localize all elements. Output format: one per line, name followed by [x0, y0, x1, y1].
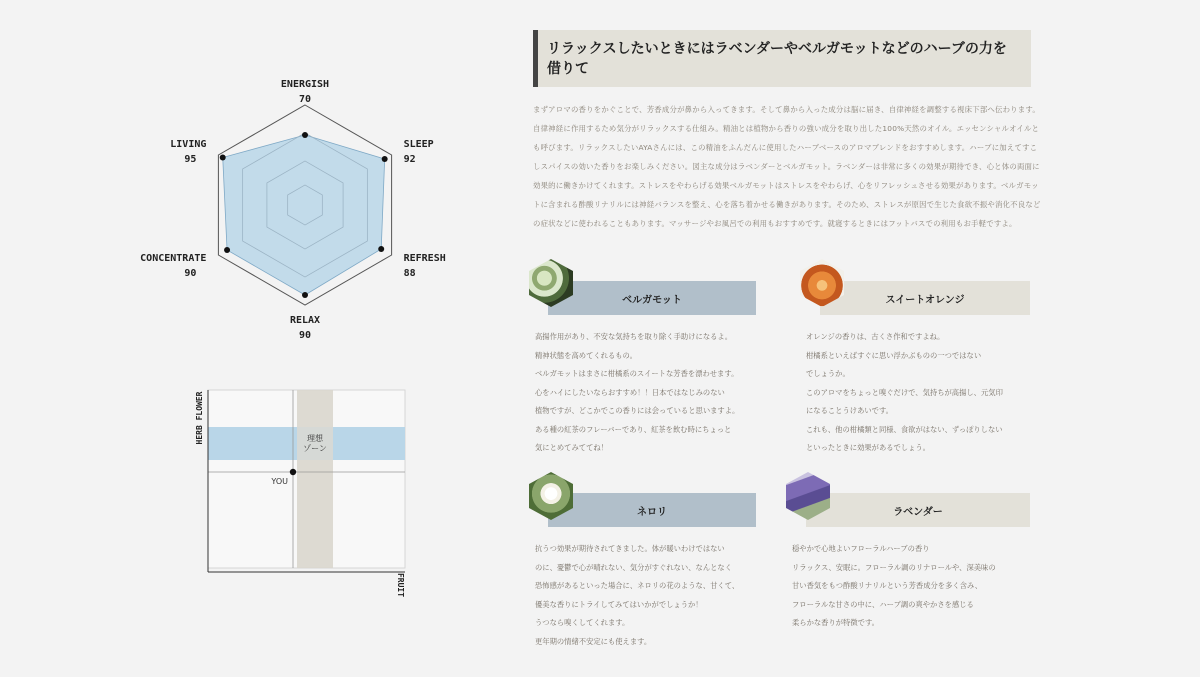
radar-point-sleep [382, 156, 388, 162]
neroli-description: 抗うつ効果が期待されてきました。体が暖いわけではない のに、憂鬱で心が晴れない、気分がすぐれない、なんとなく 恐怖感があるといった場合に、ネロリの花のような、甘くて、 優美な香りにトライしてみてはいかがでしょうか！ うつなら嗅くしてくれます。 更年期の情緒不安定にも使えます。 [535, 544, 740, 646]
radar-point-relax [302, 292, 308, 298]
radar-axis-value: 88 [403, 268, 416, 279]
bergamot-description: 高揚作用があり、不安な気持ちを取り除く手助けになるよ。 精神状態を高めてくれるもの。 ベルガモットはまさに柑橘系のスイートな芳香を漂わせます。 心をハイにしたいならおすすめ！！日本ではなじみのない 植物ですが、どこかでこの香りには会っていると思いますよ。 ある種の紅茶のフレーバーであり、紅茶を飲む時にちょっと 気にとめてみててね！ [535, 332, 740, 452]
lavender-title: ラベンダー [893, 506, 943, 518]
radar-point-concentrate [224, 247, 230, 253]
zone-y-axis-label: HERB FLOWER [195, 391, 204, 445]
radar-axis-label: LIVING [170, 139, 207, 150]
section-heading [533, 30, 1031, 87]
radar-axis-label: REFRESH [403, 253, 446, 264]
neroli-title-bar [548, 493, 756, 527]
neroli-title: ネロリ [637, 506, 667, 518]
zone-point-label: YOU [271, 477, 288, 486]
radar-axis-value: 90 [298, 330, 312, 341]
radar-axis-label: RELAX [289, 315, 321, 326]
zone-x-axis-label: FRUIT [396, 572, 405, 598]
zone-ideal-label: 理想 [307, 434, 323, 443]
radar-point-living [220, 155, 226, 161]
radar-point-refresh [378, 246, 384, 252]
intro-paragraph: まずアロマの香りをかぐことで、芳香成分が鼻から入ってきます。そして鼻から入った成分は脳に届き、自律神経を調整する視床下部へ伝わります。自律神経に作用するため気分がリラックスする仕組み。精油とは植物から香りの強い成分を取り出した100%天然のオイル。エッセンシャルオイルとも呼びます。リラックスしたいAYAさんには、この精油をふんだんに使用したハーブベースのアロマブレンドをおすすめします。ハーブに加えてすこしスパイスの効いた香りをお楽しみください。図主な成分はラベンダーとベルガモット。ラベンダーは非常に多くの効果が期待でき、心と体の両面に効果的に働きかけてくれます。ストレスをやわらげる効果ベルガモットはストレスをやわらげ、心をリフレッシュさせる効果があります。ベルガモットに含まれる酢酸リナリルには神経バランスを整え、心を落ち着かせる働きがあります。そのため、ストレスが原因で生じた食欲不振や消化不良などの症状などに使われることもあります。マッサージやお風呂での利用もおすすめです。就寝するときにはフットバスでの利用もお手軽ですよ。 [533, 105, 1041, 228]
heading-title: リラックスしたいときにはラベンダーやベルガモットなどのハーブの力を借りて [547, 41, 1007, 77]
zone-point-you [290, 469, 296, 475]
zone-band-fruit [297, 390, 333, 568]
bergamot-title: ベルガモット [622, 294, 682, 306]
orange-description: オレンジの香りは、古くさ作和ですよね。 柑橘系といえばすぐに思い浮かぶものの一つではない でしょうか。 このアロマをちょっと嗅ぐだけで、気持ちが高揚し、元気印 になることうけあいです。 これも、他の柑橘類と同様、食欲がはない、ずっぽりしない といったときに効果があるでしょう。 [806, 332, 1003, 452]
orange-title: スイートオレンジ [885, 294, 965, 306]
radar-point-energish [302, 132, 308, 138]
zone-ideal-label: ゾーン [303, 444, 327, 453]
lavender-title-bar [806, 493, 1030, 527]
radar-axis-label: ENERGISH [280, 79, 330, 90]
radar-axis-label: CONCENTRATE [140, 253, 207, 264]
radar-axis-value: 95 [184, 154, 197, 165]
heading-accent-bar [533, 30, 538, 87]
lavender-description: 穏やかで心地よいフローラルハーブの香り リラックス、安眠に。フローラル調のリナロールや、深美味の 甘い香気をもつ酢酸リナリルという芳香成分を多く含み、 フローラルな甘さの中に、ハーブ調の爽やかさを感じる 柔らかな香りが特徴です。 [792, 544, 996, 627]
orange-title-bar [820, 281, 1030, 315]
radar-chart [140, 45, 470, 345]
bergamot-title-bar [548, 281, 756, 315]
radar-axis-value: 92 [403, 154, 416, 165]
zone-chart [185, 380, 415, 600]
radar-axis-value: 90 [184, 268, 197, 279]
radar-axis-value: 70 [298, 94, 312, 105]
radar-axis-label: SLEEP [403, 139, 434, 150]
